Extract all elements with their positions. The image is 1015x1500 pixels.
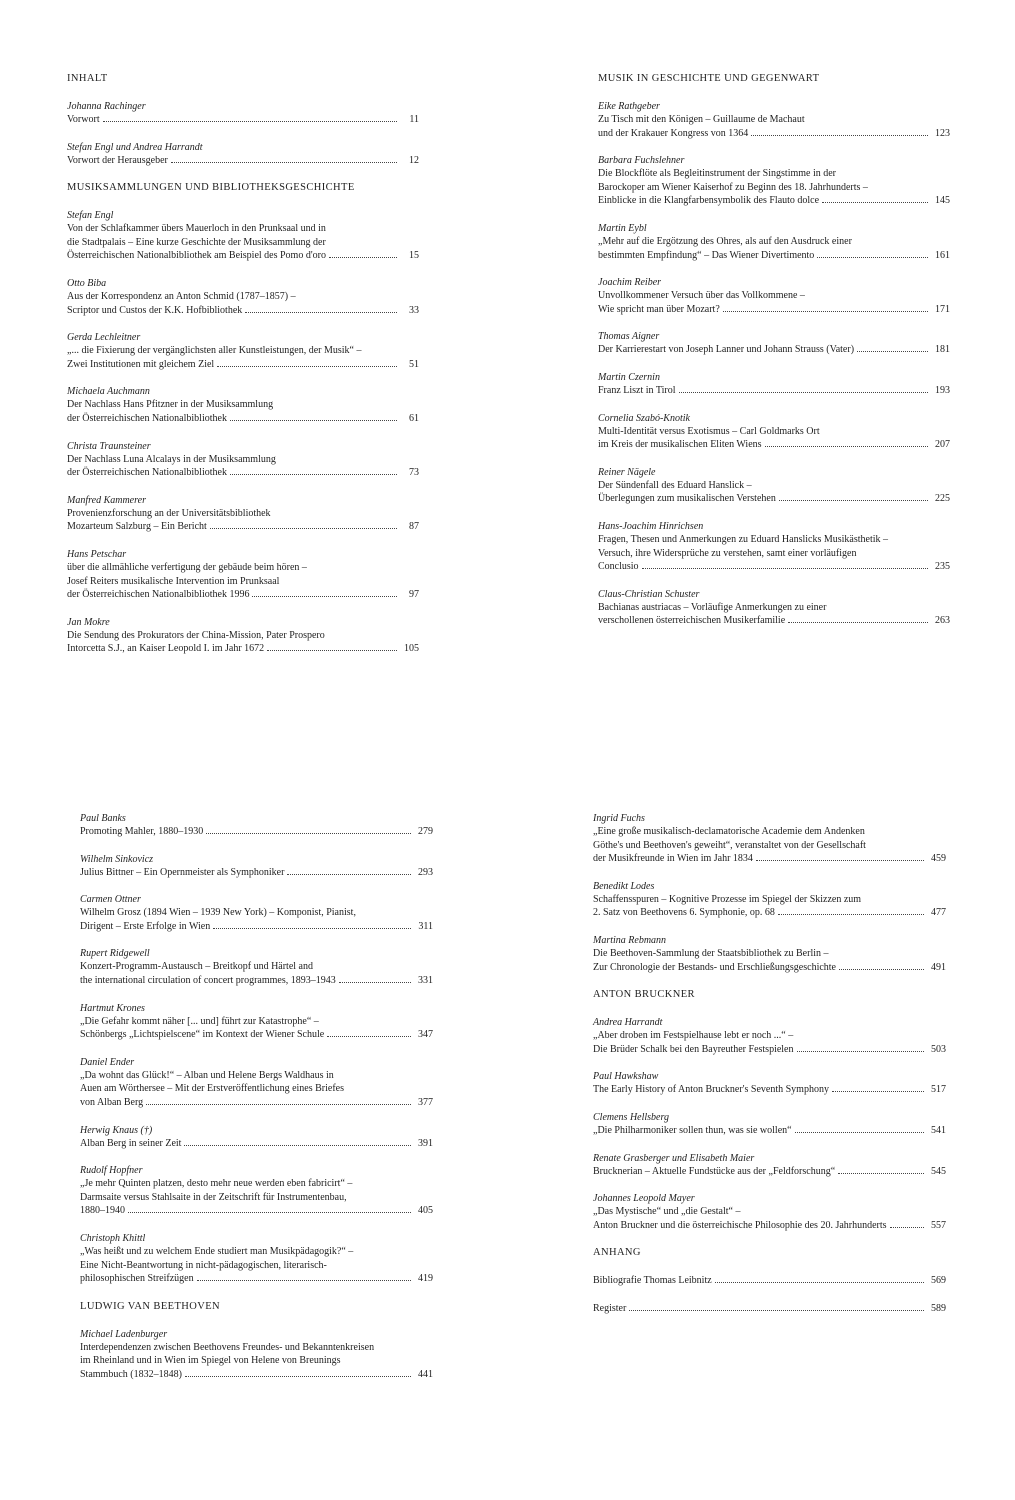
dot-leader <box>287 874 411 875</box>
toc-entry <box>593 1152 946 1179</box>
entry-title-line <box>593 1219 946 1233</box>
dot-leader <box>817 257 928 258</box>
toc-entry <box>80 1056 433 1110</box>
entry-author: Eike Rathgeber <box>598 101 660 112</box>
entry-title-text: Der Karrierestart von Joseph Lanner und Johann Strauss (Vater) <box>598 344 855 356</box>
entry-title-text: 2. Satz von Beethovens 6. Symphonie, op. 68 <box>593 907 775 919</box>
page-number: 61 <box>409 412 419 424</box>
entry-title-line <box>67 588 419 602</box>
entry-title-text: Promoting Mahler, 1880–1930 <box>80 826 204 837</box>
page-number: 545 <box>931 1165 946 1177</box>
entry-title-line: Versuch, ihre Widersprüche zu verstehen, samt einer vorläufigen <box>598 547 857 559</box>
entry-title-text: Stammbuch (1832–1848) <box>80 1368 182 1380</box>
page-number: 87 <box>409 521 419 533</box>
page-number: 105 <box>404 643 419 655</box>
dot-leader <box>857 351 928 352</box>
entry-title-line: Der Nachlass Luna Alcalays in der Musiksammlung <box>67 453 276 465</box>
dot-leader <box>778 914 924 915</box>
entry-title-text: Mozarteum Salzburg – Ein Bericht <box>67 521 207 533</box>
dot-leader <box>832 1091 924 1092</box>
entry-author: Rupert Ridgewell <box>80 948 150 960</box>
entry-title-line: die Stadtpalais – Eine kurze Geschichte der Musiksammlung der <box>67 236 326 248</box>
entry-title-line <box>593 906 946 920</box>
toc-entry <box>80 947 433 987</box>
entry-author: Ingrid Fuchs <box>593 813 645 824</box>
entry-author: Carmen Ottner <box>80 894 141 906</box>
dot-leader <box>839 969 924 970</box>
entry-title-line <box>80 1272 433 1286</box>
entry-author: Johannes Leopold Mayer <box>593 1193 695 1205</box>
entry-title-line <box>593 1043 946 1057</box>
entry-title-line: über die allmähliche verfertigung der gebäude beim hören – <box>67 561 307 573</box>
entry-title-text: der Musikfreunde in Wien im Jahr 1834 <box>593 853 753 865</box>
page-number: 161 <box>935 249 950 261</box>
entry-title-text: Bibliografie Thomas Leibnitz <box>593 1275 712 1287</box>
entry-title-text: Brucknerian – Aktuelle Fundstücke aus der „Feldforschung“ <box>593 1165 836 1177</box>
entry-title-text: Scriptor und Custos der K.K. Hofbibliothek <box>67 304 243 316</box>
dot-leader <box>245 312 397 313</box>
entry-title-line <box>80 1368 433 1382</box>
entry-title-line: Schaffensspuren – Kognitive Prozesse im Spiegel der Skizzen zum <box>593 893 862 905</box>
entry-author: Thomas Aigner <box>598 331 660 343</box>
entry-title-line <box>80 1137 433 1151</box>
toc-entry <box>598 276 950 316</box>
toc-entry <box>593 1274 946 1288</box>
entry-title-text: Einblicke in die Klangfarbensymbolik des Flauto dolce <box>598 195 820 207</box>
entry-title-text: der Österreichischen Nationalbibliothek <box>67 412 227 424</box>
entry-title-line: Konzert-Programm-Austausch – Breitkopf und Härtel and <box>80 961 313 973</box>
toc-entry <box>598 154 950 208</box>
entry-author: Cornelia Szabó-Knotik <box>598 412 690 424</box>
toc-column-top-left <box>67 68 419 670</box>
entry-title-line <box>598 560 950 574</box>
entry-author: Stefan Engl <box>67 210 114 222</box>
toc-entry <box>80 1002 433 1042</box>
entry-author: Johanna Rachinger <box>67 101 146 112</box>
entry-title-line <box>598 303 950 317</box>
page-number: 123 <box>935 127 950 139</box>
entry-title-line: „Aber droben im Festspielhause lebt er noch ...“ – <box>593 1030 794 1042</box>
entry-title-text: Überlegungen zum musikalischen Verstehen <box>598 493 776 505</box>
entry-title-line: Unvollkommener Versuch über das Vollkommene – <box>598 290 805 302</box>
dot-leader <box>184 1145 411 1146</box>
dot-leader <box>230 474 397 475</box>
dot-leader <box>679 392 928 393</box>
entry-title-line <box>80 920 433 934</box>
entry-author: Barbara Fuchslehner <box>598 155 685 167</box>
dot-leader <box>210 528 397 529</box>
entry-title-line <box>67 154 419 168</box>
toc-entry <box>598 100 950 140</box>
page-number: 193 <box>935 384 950 396</box>
page-number: 181 <box>935 344 950 356</box>
entry-title-line: Multi-Identität versus Exotismus – Carl Goldmarks Ort <box>598 425 820 437</box>
entry-title-line: Zu Tisch mit den Königen – Guillaume de Machaut <box>598 114 805 125</box>
page-number: 263 <box>935 615 950 627</box>
dot-leader <box>788 622 928 623</box>
toc-entry <box>598 371 950 398</box>
entry-author: Martin Eybl <box>598 222 647 234</box>
page-number: 419 <box>418 1273 433 1285</box>
entry-title-line: „Da wohnt das Glück!“ – Alban und Helene Bergs Waldhaus in <box>80 1069 334 1081</box>
page-number: 391 <box>418 1137 433 1149</box>
toc-column-top-right <box>598 68 950 642</box>
entry-author: Jan Mokre <box>67 616 110 628</box>
entry-author: Hans-Joachim Hinrichsen <box>598 520 704 532</box>
entry-title-text: der Österreichischen Nationalbibliothek <box>67 467 227 479</box>
entry-author: Herwig Knaus (†) <box>80 1124 153 1136</box>
entry-title-line: Die Blockflöte als Begleitinstrument der Singstimme in der <box>598 168 837 180</box>
dot-leader <box>339 982 411 983</box>
toc-entry <box>67 209 419 263</box>
dot-leader <box>756 860 924 861</box>
toc-entry <box>598 222 950 262</box>
entry-title-text: Anton Bruckner und die österreichische Philosophie des 20. Jahrhunderts <box>593 1219 887 1231</box>
entry-title-line: Göthe's und Beethoven's geweiht“, veranstaltet von der Gesellschaft <box>593 839 866 851</box>
entry-title-text: Schönbergs „Lichtspielscene“ im Kontext der Wiener Schule <box>80 1029 325 1041</box>
entry-title-line: Wilhelm Grosz (1894 Wien – 1939 New York) – Komponist, Pianist, <box>80 907 356 919</box>
toc-entry <box>67 494 419 534</box>
entry-title-line <box>593 1302 946 1316</box>
entry-title-line <box>80 974 433 988</box>
page-number: 279 <box>418 826 433 837</box>
dot-leader <box>765 446 928 447</box>
entry-title-line: „Eine große musikalisch-declamatorische Academie dem Andenken <box>593 826 865 837</box>
entry-title-line <box>593 852 946 866</box>
entry-title-text: verschollenen österreichischen Musikerfamilie <box>598 615 786 627</box>
entry-author: Martin Czernin <box>598 371 660 383</box>
dot-leader <box>197 1280 411 1281</box>
entry-author: Claus-Christian Schuster <box>598 588 700 600</box>
toc-entry <box>80 1232 433 1286</box>
toc-entry <box>593 1016 946 1056</box>
dot-leader <box>252 596 397 597</box>
entry-title-line <box>67 113 419 127</box>
toc-entry <box>598 520 950 574</box>
page-number: 441 <box>418 1368 433 1380</box>
toc-entry <box>593 934 946 974</box>
entry-title-text: bestimmten Empfindung“ – Das Wiener Divertimento <box>598 249 815 261</box>
page-number: 503 <box>931 1043 946 1055</box>
entry-title-line: Josef Reiters musikalische Intervention im Prunksaal <box>67 575 280 587</box>
entry-title-line <box>67 466 419 480</box>
toc-column-bottom-left <box>80 812 433 1395</box>
entry-author: Michaela Auchmann <box>67 386 150 398</box>
page-number: 73 <box>409 467 419 479</box>
entry-title-line: Aus der Korrespondenz an Anton Schmid (1787–1857) – <box>67 290 296 302</box>
toc-entry <box>598 466 950 506</box>
toc-entry <box>80 1328 433 1382</box>
entry-title-line: „... die Fixierung der vergänglichsten aller Kunstleistungen, der Musik“ – <box>67 345 362 357</box>
dot-leader <box>723 311 928 312</box>
toc-entry <box>598 330 950 357</box>
entry-title-line <box>598 438 950 452</box>
entry-title-text: Register <box>593 1302 627 1314</box>
dot-leader <box>629 1310 924 1311</box>
dot-leader <box>779 500 928 501</box>
page-number: 491 <box>931 961 946 973</box>
entry-title-text: Vorwort <box>67 114 100 125</box>
entry-title-line <box>598 194 950 208</box>
entry-title-line <box>593 1124 946 1138</box>
entry-title-text: Julius Bittner – Ein Opernmeister als Symphoniker <box>80 866 285 878</box>
entry-title-line <box>80 1204 433 1218</box>
entry-title-line <box>598 343 950 357</box>
page-number: 557 <box>931 1219 946 1231</box>
dot-leader <box>822 202 928 203</box>
entry-title-text: Zur Chronologie der Bestands- und Erschließungsgeschichte <box>593 961 836 973</box>
entry-title-text: Intorcetta S.J., an Kaiser Leopold I. im Jahr 1672 <box>67 643 265 655</box>
section-heading: LUDWIG VAN BEETHOVEN <box>80 1300 221 1312</box>
dot-leader <box>206 833 411 834</box>
toc-entry <box>67 331 419 371</box>
entry-title-line <box>67 520 419 534</box>
entry-author: Hartmut Krones <box>80 1002 145 1014</box>
entry-author: Hans Petschar <box>67 548 127 560</box>
entry-title-text: Österreichischen Nationalbibliothek am Beispiel des Pomo d'oro <box>67 250 326 262</box>
entry-title-text: Die Brüder Schalk bei den Bayreuther Festspielen <box>593 1043 794 1055</box>
entry-title-line <box>598 492 950 506</box>
entry-title-line: Bachianas austriacas – Vorläufige Anmerkungen zu einer <box>598 601 827 613</box>
entry-title-text: Alban Berg in seiner Zeit <box>80 1137 182 1149</box>
entry-title-line <box>80 866 433 880</box>
dot-leader <box>838 1173 924 1174</box>
entry-title-line: Barockoper am Wiener Kaiserhof zu Beginn des 18. Jahrhunderts – <box>598 181 868 193</box>
entry-title-line: „Das Mystische“ und „die Gestalt“ – <box>593 1206 741 1218</box>
toc-entry <box>67 100 419 127</box>
entry-title-text: und der Krakauer Kongress von 1364 <box>598 127 749 139</box>
entry-author: Clemens Hellsberg <box>593 1111 670 1123</box>
section-heading: MUSIK IN GESCHICHTE UND GEGENWART <box>598 73 820 84</box>
dot-leader <box>797 1051 925 1052</box>
dot-leader <box>795 1132 924 1133</box>
page-number: 207 <box>935 439 950 451</box>
entry-author: Daniel Ender <box>80 1056 135 1068</box>
dot-leader <box>146 1104 411 1105</box>
entry-author: Paul Banks <box>80 813 126 824</box>
entry-title-line: Darmsaite versus Stahlsaite in der Zeitschrift für Instrumentenbau, <box>80 1191 347 1203</box>
page-number: 589 <box>931 1302 946 1314</box>
entry-author: Christoph Khittl <box>80 1232 146 1244</box>
entry-title-line <box>598 614 950 628</box>
page-number: 225 <box>935 493 950 505</box>
entry-title-line: Auen am Wörthersee – Mit der Erstveröffentlichung eines Briefes <box>80 1083 344 1095</box>
entry-title-line <box>598 249 950 263</box>
toc-entry <box>598 588 950 628</box>
entry-title-text: Wie spricht man über Mozart? <box>598 303 720 315</box>
entry-author: Wilhelm Sinkovicz <box>80 853 154 865</box>
toc-column-bottom-right <box>593 812 946 1330</box>
entry-title-line <box>598 127 950 141</box>
page-number: 171 <box>935 303 950 315</box>
entry-title-line: Der Sündenfall des Eduard Hanslick – <box>598 479 752 491</box>
toc-entry <box>593 1192 946 1232</box>
page-number: 97 <box>409 589 419 601</box>
entry-title-line <box>67 249 419 263</box>
entry-author: Paul Hawkshaw <box>593 1071 659 1083</box>
toc-entry <box>593 812 946 866</box>
entry-author: Manfred Kammerer <box>67 494 146 506</box>
toc-entry <box>67 385 419 425</box>
page-number: 377 <box>418 1096 433 1108</box>
toc-entry <box>80 1164 433 1218</box>
toc-entry <box>598 412 950 452</box>
entry-author: Benedikt Lodes <box>593 880 655 892</box>
entry-title-text: Zwei Institutionen mit gleichem Ziel <box>67 358 215 370</box>
toc-entry <box>80 893 433 933</box>
toc-entry <box>67 277 419 317</box>
entry-title-text: Franz Liszt in Tirol <box>598 384 676 396</box>
entry-title-text: 1880–1940 <box>80 1205 125 1217</box>
entry-title-text: philosophischen Streifzügen <box>80 1273 194 1285</box>
dot-leader <box>267 650 397 651</box>
toc-entry <box>80 1124 433 1151</box>
entry-title-line <box>598 384 950 398</box>
entry-author: Gerda Lechleitner <box>67 332 141 344</box>
page-number: 477 <box>931 907 946 919</box>
dot-leader <box>751 135 928 136</box>
entry-title-line <box>80 1096 433 1110</box>
entry-title-line <box>67 304 419 318</box>
page-number: 293 <box>418 866 433 878</box>
entry-author: Joachim Reiber <box>598 277 662 289</box>
entry-title-line: Die Sendung des Prokurators der China-Mission, Pater Prospero <box>67 629 325 641</box>
entry-title-line <box>67 642 419 656</box>
toc-entry <box>593 1070 946 1097</box>
dot-leader <box>217 366 397 367</box>
dot-leader <box>327 1036 411 1037</box>
entry-title-line <box>67 412 419 426</box>
dot-leader <box>715 1282 924 1283</box>
entry-title-text: Conclusio <box>598 561 639 573</box>
section-heading: ANHANG <box>593 1247 641 1259</box>
entry-title-text: von Alban Berg <box>80 1096 144 1108</box>
entry-title-line: im Rheinland und in Wien im Spiegel von Helene von Breunings <box>80 1355 341 1367</box>
entry-title-line: „Was heißt und zu welchem Ende studiert man Musikpädagogik?“ – <box>80 1245 354 1257</box>
entry-title-text: Vorwort der Herausgeber <box>67 154 168 166</box>
toc-entry <box>593 1302 946 1316</box>
dot-leader <box>890 1227 924 1228</box>
page-number: 51 <box>409 358 419 370</box>
entry-title-line <box>67 358 419 372</box>
entry-author: Reiner Nägele <box>598 466 656 478</box>
entry-title-line: Der Nachlass Hans Pfitzner in der Musiksammlung <box>67 399 274 411</box>
dot-leader <box>103 121 397 122</box>
entry-author: Andrea Harrandt <box>593 1017 663 1029</box>
entry-author: Michael Ladenburger <box>80 1328 168 1340</box>
entry-title-text: im Kreis der musikalischen Eliten Wiens <box>598 439 762 451</box>
entry-title-text: Dirigent – Erste Erfolge in Wien <box>80 920 211 932</box>
page-number: 405 <box>418 1205 433 1217</box>
entry-author: Martina Rebmann <box>593 934 667 946</box>
section-heading: INHALT <box>67 73 108 84</box>
page-number: 541 <box>931 1124 946 1136</box>
dot-leader <box>642 568 928 569</box>
page-number: 145 <box>935 195 950 207</box>
entry-title-text: der Österreichischen Nationalbibliothek 1996 <box>67 589 250 601</box>
entry-title-line <box>593 1165 946 1179</box>
entry-title-line: „Die Gefahr kommt näher [... und] führt zur Katastrophe“ – <box>80 1015 319 1027</box>
entry-title-line: Die Beethoven-Sammlung der Staatsbibliothek zu Berlin – <box>593 947 829 959</box>
entry-author: Christa Traunsteiner <box>67 440 151 452</box>
page-number: 235 <box>935 561 950 573</box>
dot-leader <box>213 928 411 929</box>
entry-title-line: „Mehr auf die Ergötzung des Ohres, als auf den Ausdruck einer <box>598 235 852 247</box>
toc-entry <box>67 548 419 602</box>
entry-title-line: Von der Schlafkammer übers Mauerloch in den Prunksaal und in <box>67 223 326 235</box>
entry-author: Renate Grasberger und Elisabeth Maier <box>593 1152 755 1164</box>
dot-leader <box>329 257 397 258</box>
dot-leader <box>128 1212 411 1213</box>
entry-title-text: the international circulation of concert programmes, 1893–1943 <box>80 974 336 986</box>
page-number: 459 <box>931 853 946 865</box>
toc-entry <box>67 440 419 480</box>
dot-leader <box>230 420 397 421</box>
page-number: 347 <box>418 1029 433 1041</box>
page-number: 311 <box>418 920 433 932</box>
entry-author: Rudolf Hopfner <box>80 1165 143 1177</box>
entry-title-line <box>80 825 433 839</box>
entry-title-line <box>80 1028 433 1042</box>
entry-title-line: Fragen, Thesen und Anmerkungen zu Eduard Hanslicks Musikästhetik – <box>598 533 889 545</box>
page-number: 517 <box>931 1084 946 1096</box>
page-number: 331 <box>418 974 433 986</box>
dot-leader <box>185 1376 411 1377</box>
entry-title-line <box>593 1274 946 1288</box>
toc-entry <box>80 853 433 880</box>
entry-title-line: Interdependenzen zwischen Beethovens Freundes- und Bekanntenkreisen <box>80 1341 375 1353</box>
toc-entry <box>593 1111 946 1138</box>
entry-title-line <box>593 961 946 975</box>
toc-entry <box>67 141 419 168</box>
dot-leader <box>171 162 397 163</box>
section-heading: ANTON BRUCKNER <box>593 989 695 1001</box>
toc-entry <box>593 880 946 920</box>
page-number: 11 <box>409 114 419 125</box>
toc-entry <box>80 812 433 839</box>
section-heading: MUSIKSAMMLUNGEN UND BIBLIOTHEKSGESCHICHTE <box>67 182 355 194</box>
entry-title-line <box>593 1083 946 1097</box>
entry-author: Stefan Engl und Andrea Harrandt <box>67 141 203 153</box>
page-number: 33 <box>409 304 419 316</box>
toc-entry <box>67 616 419 656</box>
entry-title-line: Provenienzforschung an der Universitätsbibliothek <box>67 507 271 519</box>
entry-title-line: Eine Nicht-Beantwortung in nicht-pädagogischen, literarisch- <box>80 1259 327 1271</box>
page-number: 15 <box>409 250 419 262</box>
entry-title-text: The Early History of Anton Bruckner's Seventh Symphony <box>593 1084 829 1096</box>
page-number: 12 <box>409 154 419 166</box>
entry-title-line: „Je mehr Quinten platzen, desto mehr neue werden eben fabricirt“ – <box>80 1178 353 1190</box>
page-number: 569 <box>931 1275 946 1287</box>
entry-author: Otto Biba <box>67 277 107 289</box>
entry-title-text: „Die Philharmoniker sollen thun, was sie wollen“ <box>593 1124 792 1136</box>
